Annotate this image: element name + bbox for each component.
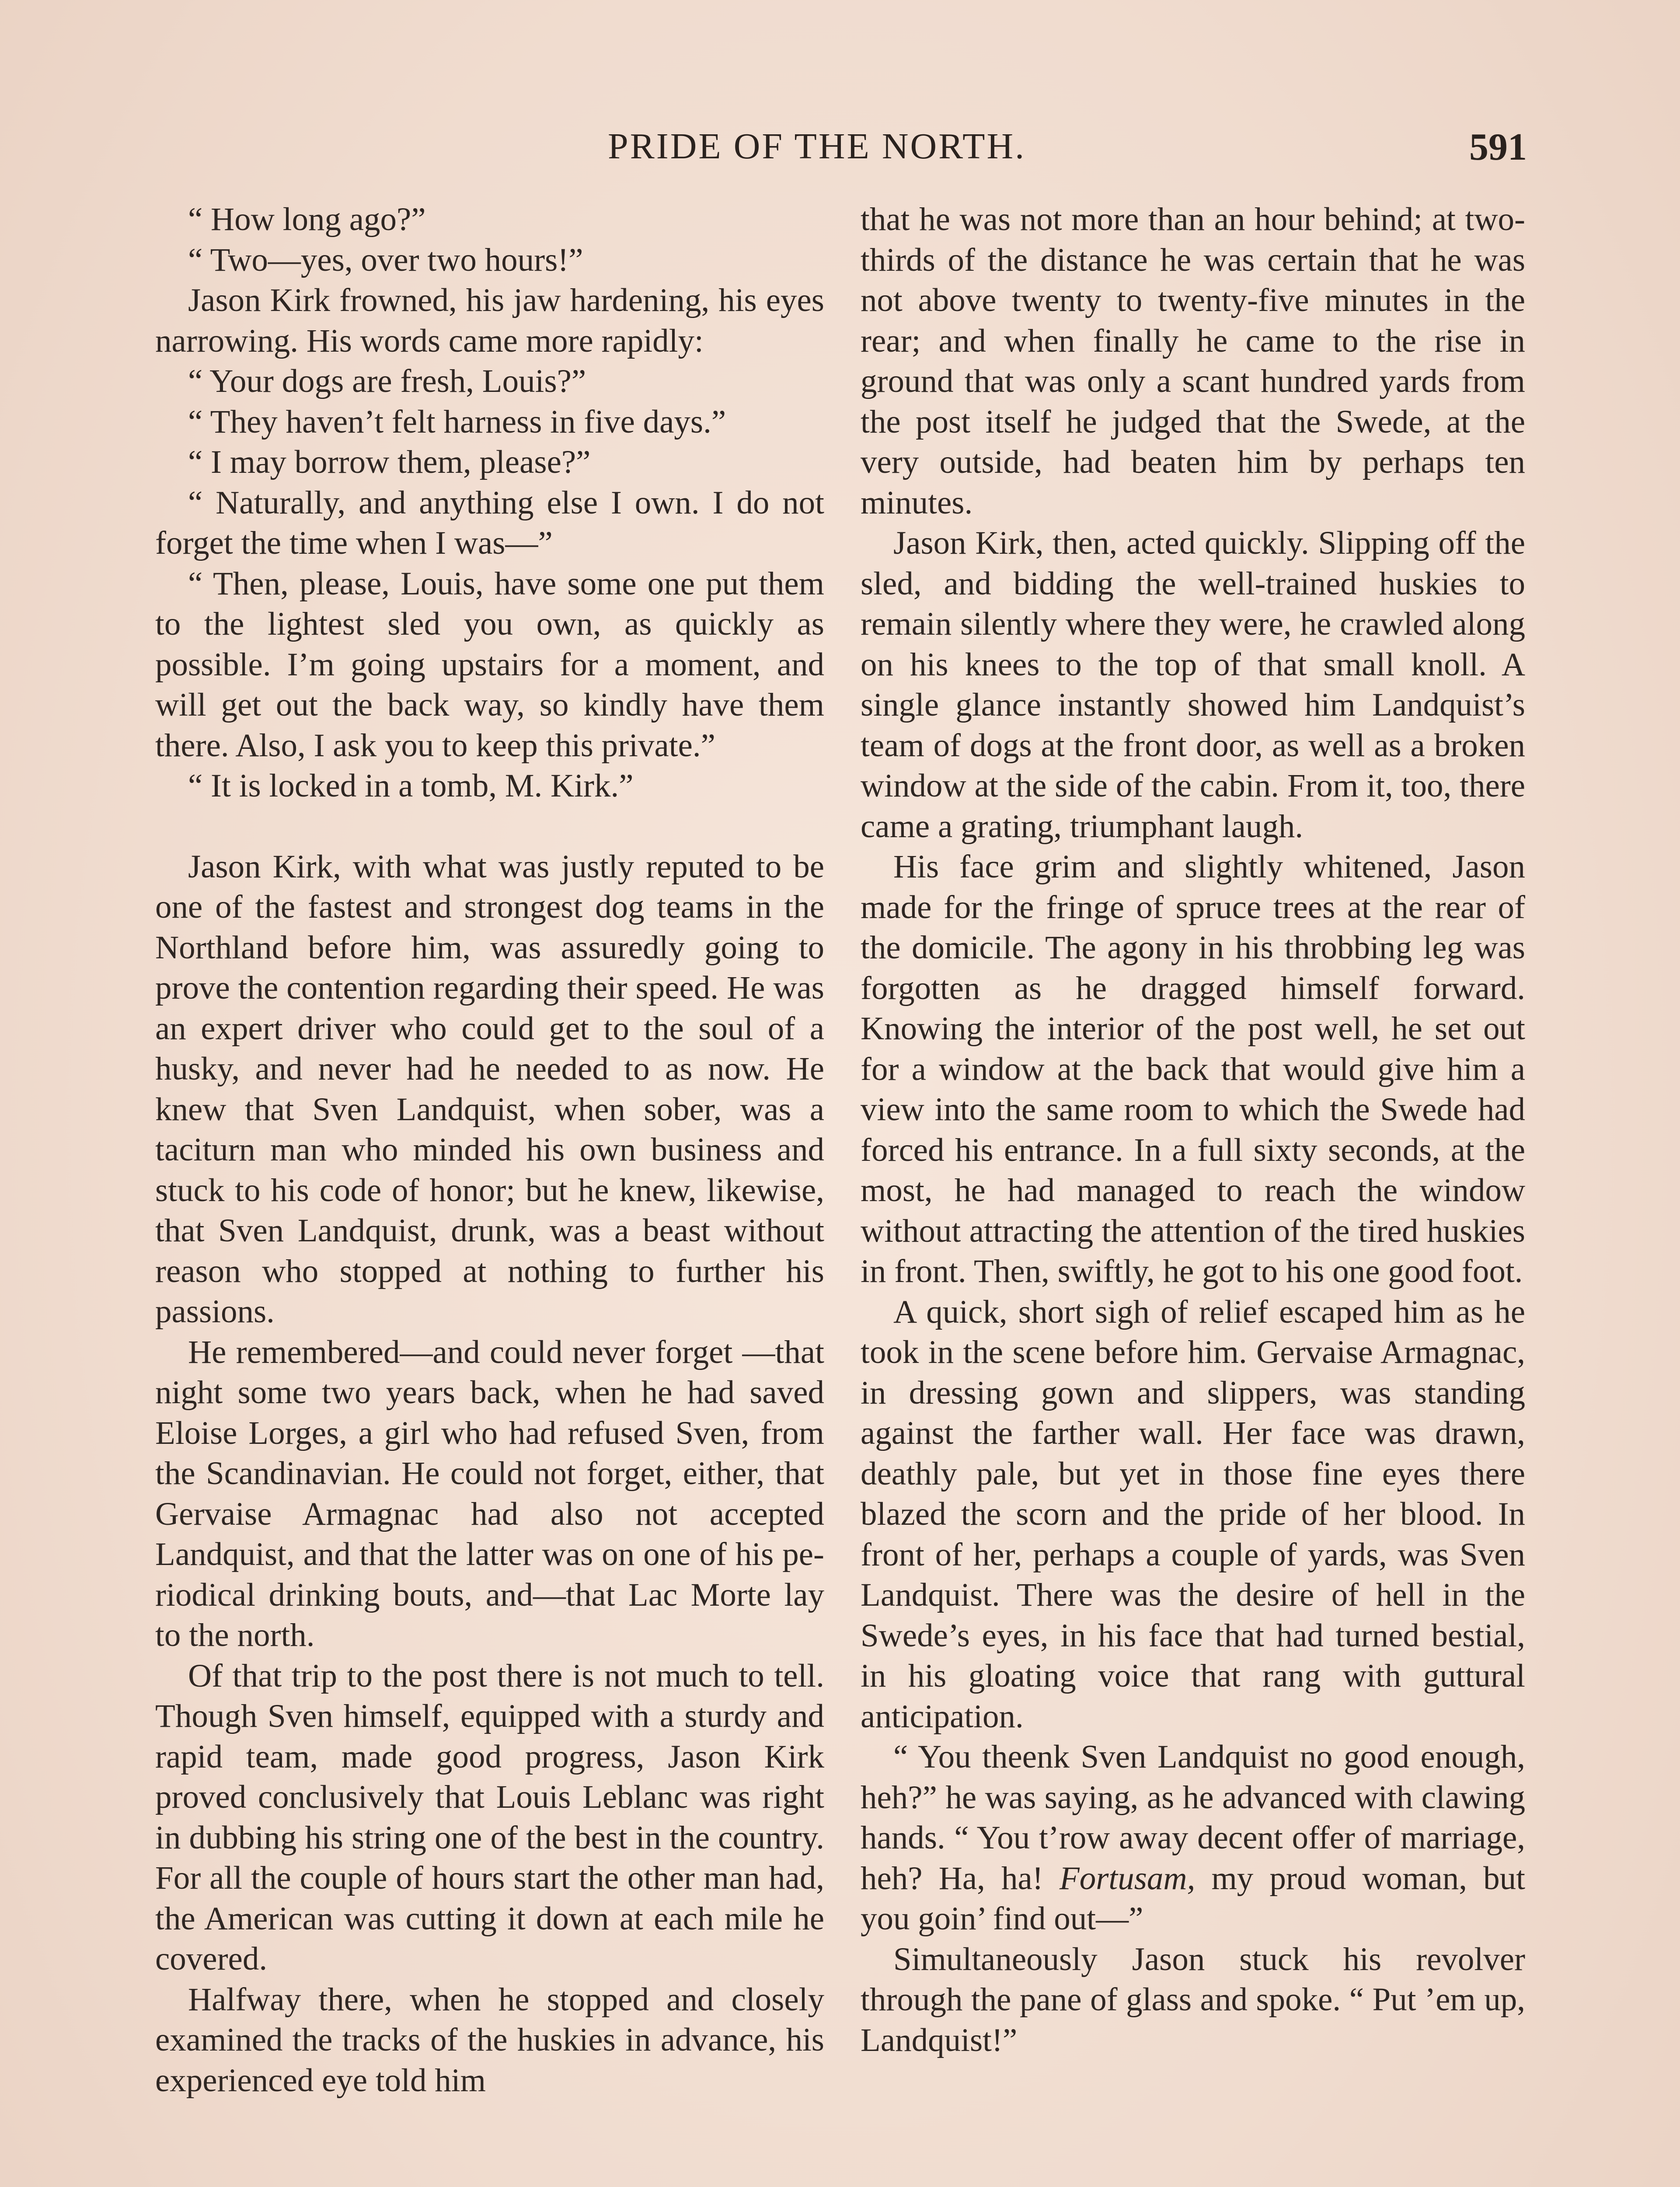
italic-word: Fortusam,	[1059, 1860, 1196, 1897]
page-number: 591	[1469, 126, 1527, 168]
paragraph: Jason Kirk, then, acted quickly. Slipping off the sled, and bidding the well-trained huskies to remain silently where they were, he crawled along on his knees to the top of that small knoll. A single glance instantly showed him Landquist’s team of dogs at the front door, as well as a broken window at the side of the cabin. From it, too, there came a grating, triumphant laugh.	[861, 525, 1525, 845]
paragraph: “ Two—yes, over two hours!”	[188, 241, 583, 278]
right-column	[861, 199, 1525, 2061]
page-header	[0, 125, 1680, 182]
paragraph: “ Your dogs are fresh, Louis?”	[188, 363, 586, 399]
paragraph: “ Then, please, Louis, have some one put them to the lightest sled you own, as quickly as possible. I’m going upstairs for a moment, and will get out the back way, so kindly have them there. Also, I ask you to keep this private.”	[155, 565, 824, 764]
paragraph: His face grim and slightly whitened, Jason made for the fringe of spruce trees at the rear of the domicile. The agony in his throbbing leg was forgotten as he dragged himself forward. Knowing the interior of the post well, he set out for a window at the back that would give him a view into the same room to which the Swede had forced his entrance. In a full sixty seconds, at the most, he had managed to reach the window without attracting the attention of the tired huskies in front. Then, swiftly, he got to his one good foot.	[861, 849, 1525, 1289]
paragraph: “ Naturally, and anything else I own. I do not forget the time when I was—”	[155, 484, 824, 561]
running-title: PRIDE OF THE NORTH.	[608, 126, 1026, 167]
paragraph: “ I may borrow them, please?”	[188, 444, 591, 480]
paragraph: He remembered—and could never forget —that night some two years back, when he had saved Eloise Lorges, a girl who had refused Sven, from the Scandinavian. He could not forget, either, that Gervaise Armagnac had also not accepted Landquist, and that the latter was on one of his periodical drinking bouts, and—that Lac Morte lay to the north.	[155, 1334, 824, 1653]
paragraph: Of that trip to the post there is not much to tell. Though Sven himself, equipped with a sturdy and rapid team, made good progress, Jason Kirk proved conclusively that Louis Leblanc was right in dubbing his string one of the best in the country. For all the couple of hours start the other man had, the American was cutting it down at each mile he covered.	[155, 1657, 824, 1977]
dialogue-text: my proud woman, but you goin’ find out—”	[861, 1860, 1526, 1937]
paragraph: “ It is locked in a tomb, M. Kirk.”	[188, 768, 634, 804]
paragraph: Jason Kirk frowned, his jaw hardening, his eyes narrowing. His words came more rapidly:	[155, 282, 824, 359]
paragraph: “ They haven’t felt harness in five days.”	[188, 403, 726, 440]
paragraph: that he was not more than an hour behind; at two-thirds of the distance he was certain that he was not above twenty to twenty-five minutes in the rear; and when finally he came to the rise in ground that was only a scant hundred yards from the post itself he judged that the Swede, at the very outside, had beaten him by perhaps ten minutes.	[861, 201, 1525, 521]
left-column	[155, 199, 824, 2101]
dialogue-text: “ You theenk Sven Landquist no good enough, heh?” he was saying, as he advanced with clawing hands. “ You t’row away decent offer of marriage, heh? Ha, ha!	[861, 1739, 1525, 1897]
paragraph	[861, 1737, 1525, 1939]
paragraph: Simultaneously Jason stuck his revolver through the pane of glass and spoke. “ Put ’em up, Landquist!”	[861, 1941, 1525, 2058]
paragraph: Halfway there, when he stopped and closely examined the tracks of the huskies in advance, his experienced eye told him	[155, 1981, 824, 2099]
paragraph: Jason Kirk, with what was justly reputed to be one of the fastest and strongest dog teams in the Northland before him, was assuredly going to prove the contention regarding their speed. He was an expert driver who could get to the soul of a husky, and never had he needed to as now. He knew that Sven Landquist, when sober, was a taciturn man who minded his own business and stuck to his code of honor; but he knew, likewise, that Sven Landquist, drunk, was a beast without reason who stopped at nothing to further his passions.	[155, 848, 824, 1330]
paragraph: “ How long ago?”	[188, 201, 426, 238]
paragraph: A quick, short sigh of relief escaped him as he took in the scene before him. Gervaise Armagnac, in dressing gown and slippers, was standing against the farther wall. Her face was drawn, deathly pale, but yet in those fine eyes there blazed the scorn and the pride of her blood. In front of her, perhaps a couple of yards, was Sven Landquist. There was the desire of hell in the Swede’s eyes, in his face that had turned bestial, in his gloating voice that rang with guttural anticipation.	[861, 1293, 1525, 1735]
